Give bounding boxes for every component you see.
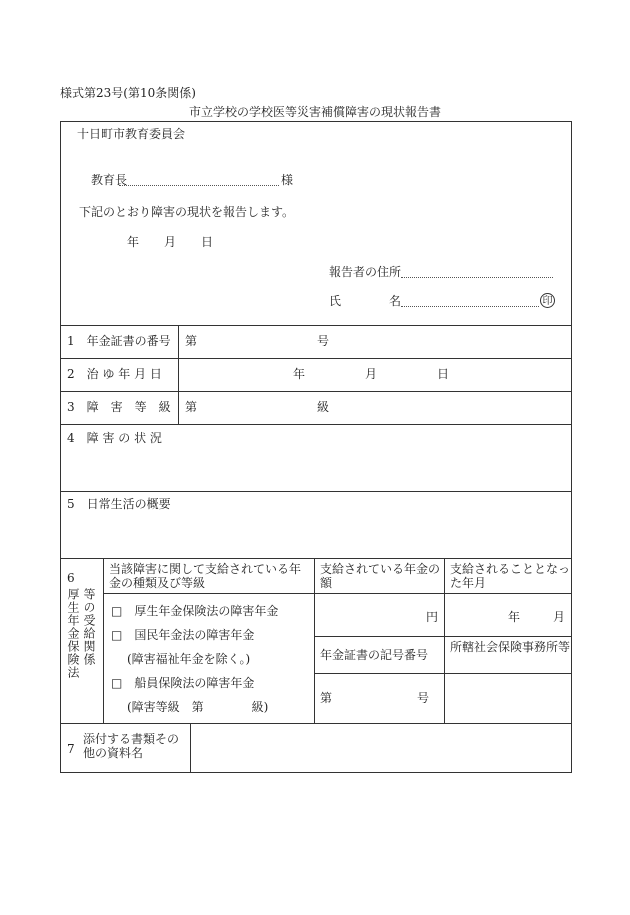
start-year: 年 bbox=[508, 610, 521, 624]
section6-vertical-label-2: 等の受給関係 bbox=[82, 588, 96, 666]
col-header-pension-amount: 支給されている年金の額 bbox=[320, 562, 441, 590]
date-year-label: 年 bbox=[127, 235, 140, 249]
form-number: 様式第23号(第10条関係) bbox=[60, 86, 196, 100]
disability-grade-prefix: 第 bbox=[185, 400, 198, 414]
date-day-label: 日 bbox=[201, 235, 214, 249]
recipient-title: 教育長 bbox=[91, 173, 128, 187]
reporter-name-field[interactable] bbox=[401, 306, 539, 307]
section7-number: 7 bbox=[67, 742, 75, 756]
col-header-start-date: 支給されることとなった年月 bbox=[450, 562, 571, 590]
option-seamen-insurance[interactable]: □ 船員保険法の障害年金 bbox=[111, 676, 255, 690]
office-label: 所轄社会保険事務所等 bbox=[450, 640, 571, 654]
disability-grade-label: 3 障 害 等 級 bbox=[67, 400, 171, 414]
cure-date-month: 月 bbox=[365, 367, 378, 381]
reporter-address-field[interactable] bbox=[401, 277, 553, 278]
col-header-pension-type: 当該障害に関して支給されている年金の種類及び等級 bbox=[109, 562, 302, 590]
disability-status-label: 4 障 害 の 状 況 bbox=[67, 431, 162, 445]
page-title: 市立学校の学校医等災害補償障害の現状報告書 bbox=[188, 105, 441, 119]
option-employees-pension[interactable]: □ 厚生年金保険法の障害年金 bbox=[111, 604, 279, 618]
option-national-pension-note: (障害福祉年金を除く。) bbox=[127, 652, 251, 666]
honorific: 様 bbox=[281, 173, 294, 187]
cert-symbol-label: 年金証書の記号番号 bbox=[320, 648, 429, 662]
amount-yen: 円 bbox=[426, 610, 439, 624]
pension-cert-prefix: 第 bbox=[185, 334, 198, 348]
board-name: 十日町市教育委員会 bbox=[77, 127, 186, 141]
cert-suffix: 号 bbox=[417, 691, 430, 705]
disability-grade-suffix: 級 bbox=[317, 400, 330, 414]
reporter-name-label-1: 氏 bbox=[329, 294, 342, 308]
cert-prefix: 第 bbox=[320, 691, 333, 705]
section6-number: 6 bbox=[67, 571, 75, 585]
pension-cert-label: 1 年金証書の番号 bbox=[67, 334, 171, 348]
option-seamen-grade-note: (障害等級 第 級) bbox=[127, 700, 269, 714]
recipient-name-field[interactable] bbox=[119, 185, 279, 186]
daily-life-label: 5 日常生活の概要 bbox=[67, 497, 171, 511]
statement: 下記のとおり障害の現状を報告します。 bbox=[79, 205, 295, 219]
reporter-address-label: 報告者の住所 bbox=[329, 265, 402, 279]
report-form bbox=[60, 121, 572, 773]
cure-date-day: 日 bbox=[437, 367, 450, 381]
section7-label: 添付する書類その他の資料名 bbox=[83, 732, 180, 760]
reporter-name-label-2: 名 bbox=[389, 294, 402, 308]
option-national-pension[interactable]: □ 国民年金法の障害年金 bbox=[111, 628, 255, 642]
date-month-label: 月 bbox=[164, 235, 177, 249]
seal-icon: 印 bbox=[540, 293, 555, 308]
cure-date-label: 2 治 ゆ 年 月 日 bbox=[67, 367, 162, 381]
section6-vertical-label-1: 厚生年金保険法 bbox=[66, 588, 80, 679]
cure-date-year: 年 bbox=[293, 367, 306, 381]
pension-cert-suffix: 号 bbox=[317, 334, 330, 348]
start-month: 月 bbox=[553, 610, 566, 624]
